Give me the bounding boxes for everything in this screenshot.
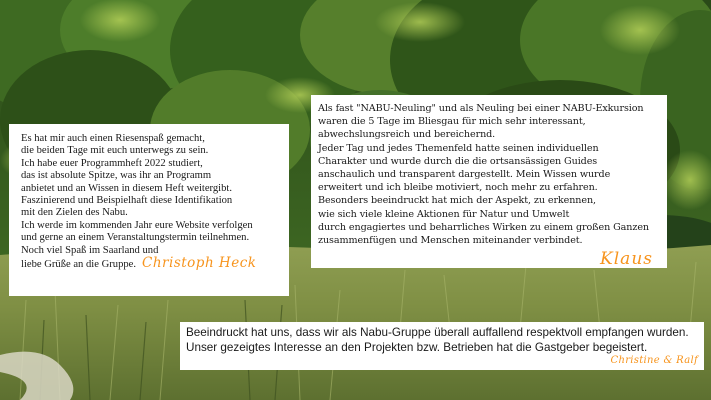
testimonial-line: abwechslungsreich und bereichernd.: [318, 129, 496, 141]
signature-klaus: Klaus: [600, 248, 653, 269]
testimonial-line: und gerne an einem Veranstaltungstermin teilnehmen.: [21, 232, 250, 244]
testimonial-line: erweitert und ich bleibe motiviert, noch mehr zu erfahren.: [318, 182, 598, 194]
testimonial-line: liebe Grüße an die Gruppe.: [21, 259, 137, 271]
testimonial-line: anbietet und an Wissen in diesem Heft weitergibt.: [21, 182, 233, 194]
testimonial-line: mit den Zielen des Nabu.: [21, 207, 128, 219]
testimonial-line: zusammenfügen und Menschen miteinander verbindet.: [318, 235, 583, 247]
testimonial-line: Faszinierend und Beispielhaft diese Identifikation: [21, 195, 233, 207]
testimonial-card-klaus: [311, 95, 667, 268]
testimonial-card-christine-ralf: [180, 322, 704, 370]
testimonial-line: anschaulich und transparent dargestellt. Mein Wissen wurde: [318, 169, 611, 181]
testimonial-last-line: [21, 257, 279, 271]
testimonial-line: Als fast "NABU-Neuling" und als Neuling bei einer NABU-Exkursion: [318, 103, 644, 114]
testimonial-card-christoph: [9, 124, 289, 296]
testimonial-line: Besonders beeindruckt hat mich der Aspekt, zu erkennen,: [318, 195, 596, 207]
testimonial-line: Noch viel Spaß im Saarland und: [21, 244, 159, 256]
signature-christoph: Christoph Heck: [142, 255, 257, 272]
testimonial-line: Beeindruckt hat uns, dass wir als Nabu-Gruppe überall auffallend respektvoll empfangen wurden.: [186, 326, 689, 339]
testimonial-line: Charakter und wurde durch die die ortsansässigen Guides: [318, 155, 598, 167]
signature-christine-ralf: Christine & Ralf: [610, 355, 698, 366]
testimonial-line: Ich habe euer Programmheft 2022 studiert,: [21, 157, 203, 169]
testimonial-line: Unser gezeigtes Interesse an den Projekten bzw. Betrieben hat die Gastgeber begeistert.: [186, 341, 648, 354]
testimonial-line: waren die 5 Tage im Bliesgau für mich sehr interessant,: [318, 116, 586, 128]
testimonial-line: die beiden Tage mit euch unterwegs zu sein.: [21, 145, 209, 157]
testimonial-line: das ist absolute Spitze, was ihr an Programm: [21, 170, 212, 182]
testimonial-line: Ich werde im kommenden Jahr eure Website verfolgen: [21, 219, 253, 231]
testimonial-line: Es hat mir auch einen Riesenspaß gemacht,: [21, 133, 205, 144]
testimonial-line: wie sich viele kleine Aktionen für Natur und Umwelt: [318, 208, 570, 220]
testimonial-line: Jeder Tag und jedes Themenfeld hatte seinen individuellen: [318, 142, 599, 154]
testimonial-line: durch engagiertes und beharrliches Wirken zu einem großen Ganzen: [318, 221, 649, 233]
